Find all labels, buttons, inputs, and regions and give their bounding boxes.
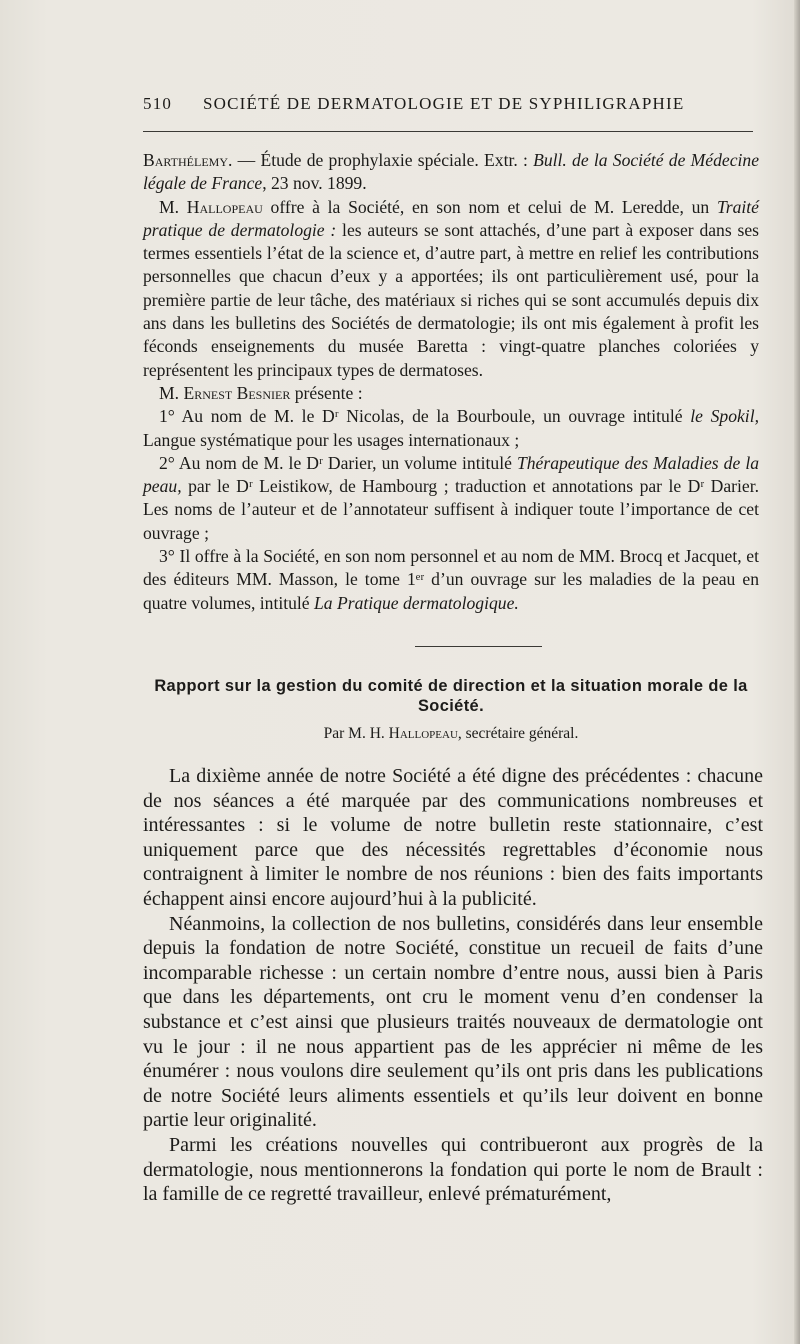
header-rule — [143, 131, 753, 132]
author-name: Barthélemy. — [143, 150, 233, 170]
section-divider — [415, 646, 542, 647]
list-item-2 — [143, 452, 759, 545]
title-prefix: M. — [159, 196, 187, 217]
page-edge-shadow — [794, 0, 800, 1344]
author-name: Ernest Besnier — [183, 382, 291, 403]
item-text: 1° Au nom de M. le Dʳ Nicolas, de la Bourboule, un ouvrage intitulé — [159, 406, 691, 427]
list-item-3 — [143, 545, 759, 615]
book-title: le Spokil, — [690, 406, 759, 427]
barthelemy-notice — [143, 149, 759, 196]
item-text: 3° Il offre à la Société, en son nom personnel et au nom de MM. Brocq et Jacquet, et des éditeurs MM. Masson, le tome 1ᵉʳ d’un ouvrage sur les maladies de la peau en quatre volumes, intitulé — [143, 546, 759, 613]
byline — [143, 724, 759, 744]
notice-text: les auteurs se sont attachés, d’une part à exposer dans ses termes essentiels l’état de la science et, d’autre part, à mettre en relief les contributions personnelles que chacun d’eux y a apportées; ils ont particulièrement usé, pour la première partie de leur tâche, des matériaux si riches qui se sont accumulés depuis dix ans dans les bulletins des Sociétés de dermatologie; ils ont mis également à profit les féconds enseignements du musée Baretta : vingt-quatre planches coloriées y représentent les principaux types de dermatoses. — [143, 219, 759, 380]
item-text: Langue systématique pour les usages internationaux ; — [143, 429, 520, 450]
title-prefix: M. — [159, 382, 184, 403]
list-item-1 — [143, 405, 759, 452]
body-paragraph: La dixième année de notre Société a été digne des précédentes : chacune de nos séances a été marquée par des communications nombreuses et intéressantes : si le volume de notre bulletin reste stationnaire, c’est uniquement parce que des nécessités regrettables d’économie nous contraignent à limiter le nombre de nos réunions : bien des faits importants échappent ainsi encore aujourd’hui à la publicité. — [143, 765, 763, 910]
running-title: SOCIÉTÉ DE DERMATOLOGIE ET DE SYPHILIGRAPHIE — [203, 94, 685, 113]
byline-suffix: , secrétaire général. — [457, 725, 579, 742]
besnier-notice — [143, 382, 759, 405]
notice-text: — Étude de prophylaxie spéciale. Extr. : — [232, 150, 534, 170]
page-number: 510 — [143, 94, 173, 113]
hallopeau-notice — [143, 196, 759, 382]
journal-title: Bull. de la Société de Médecine légale de France — [143, 150, 759, 194]
book-title: Thérapeutique des Maladies de la peau, — [143, 452, 760, 497]
running-header — [143, 94, 753, 124]
byline-prefix: Par M. H. — [323, 725, 389, 742]
author-name: Hallopeau — [388, 725, 458, 742]
book-title: La Pratique dermatologique. — [314, 592, 519, 613]
body-paragraph: Néanmoins, la collection de nos bulletins, considérés dans leur ensemble depuis la fondation de notre Société, constitue un recueil de faits d’une incomparable richesse : un certain nombre d’entre nous, aussi bien à Paris que dans les départements, ont cru le moment venu d’en condenser la substance et c’est ainsi que plusieurs traités nouveaux de dermatologie ont vu le jour : il ne nous appartient pas de les apprécier ni même de les énumérer : nous voulons dire seulement qu’ils ont pris dans les publications de notre Société leurs aliments essentiels et qu’ils leur doivent en bonne partie leur originalité. — [143, 912, 763, 1132]
author-name: Hallopeau — [186, 196, 263, 217]
book-title: Traité pratique de dermatologie : — [143, 196, 759, 240]
notices-section — [143, 149, 759, 615]
notice-date: , 23 nov. 1899. — [262, 173, 367, 194]
notice-text: présente : — [290, 382, 363, 403]
notice-text: offre à la Société, en son nom et celui de M. Leredde, un — [262, 196, 717, 217]
section-title: Rapport sur la gestion du comité de direction et la situation morale de la Société. — [154, 677, 748, 715]
body-paragraph: Parmi les créations nouvelles qui contribueront aux progrès de la dermatologie, nous mentionnerons la fondation qui porte le nom de Brault : la famille de ce regretté travailleur, enlevé prématurément, — [143, 1133, 763, 1206]
item-text: 2° Au nom de M. le Dʳ Darier, un volume intitulé — [159, 452, 517, 473]
report-body — [143, 764, 763, 1207]
item-text: par le Dʳ Leistikow, de Hambourg ; traduction et annotations par le Dʳ Darier. Les noms de l’auteur et de l’annotateur suffisent à indiquer toute l’importance de cet ouvrage ; — [143, 476, 759, 543]
